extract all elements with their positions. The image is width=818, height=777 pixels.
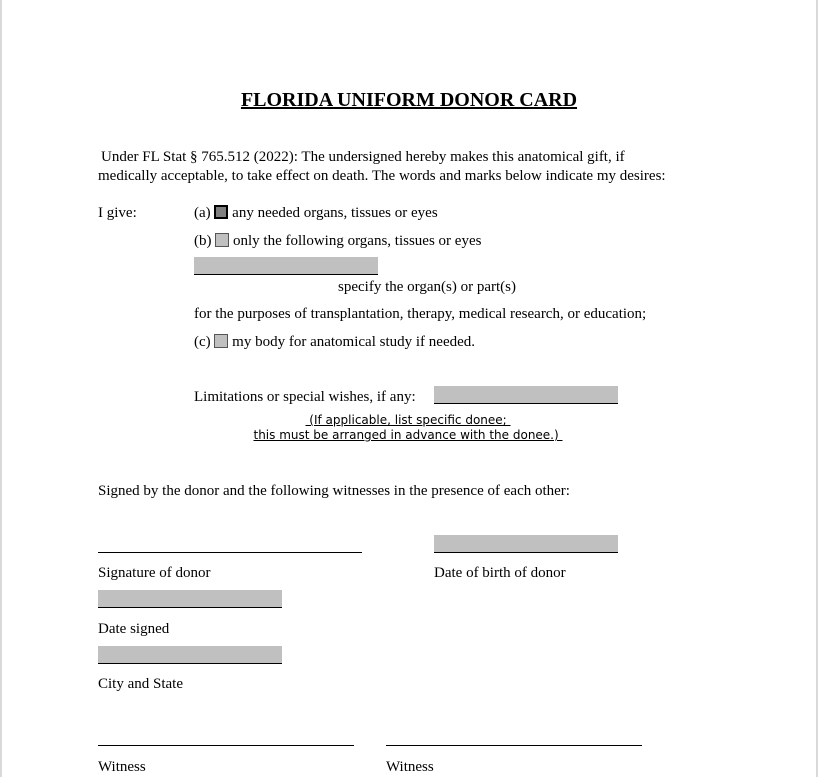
page-edge-left: [0, 0, 2, 777]
witness-1-label: Witness: [98, 759, 146, 775]
date-signed-label: Date signed: [98, 621, 170, 637]
option-a-checkbox[interactable]: [214, 205, 228, 219]
option-b-label: only the following organs, tissues or eyes: [233, 233, 482, 249]
purposes-text: for the purposes of transplantation, therapy, medical research, or education;: [194, 306, 647, 322]
limitations-label: Limitations or special wishes, if any:: [194, 389, 416, 405]
option-a: [194, 204, 438, 222]
witness-2-label: Witness: [386, 759, 434, 775]
city-state-label: City and State: [98, 676, 183, 692]
date-signed-field[interactable]: [98, 590, 282, 608]
witness-2-line[interactable]: [386, 744, 642, 746]
option-b-marker: (b): [194, 233, 212, 249]
option-c-checkbox[interactable]: [214, 334, 228, 348]
limitations-note-line-1: (If applicable, list specific donee;: [305, 413, 511, 427]
dob-field[interactable]: [434, 535, 618, 553]
dob-label: Date of birth of donor: [434, 565, 566, 581]
witness-1-line[interactable]: [98, 744, 354, 746]
option-b: [194, 232, 481, 250]
organs-field[interactable]: [194, 257, 378, 275]
limitations-note-line-2: this must be arranged in advance with the donee.): [253, 428, 563, 442]
signed-statement: Signed by the donor and the following witnesses in the presence of each other:: [98, 483, 570, 499]
page-title: FLORIDA UNIFORM DONOR CARD: [240, 89, 578, 111]
option-a-marker: (a): [194, 205, 211, 221]
intro-line-1: Under FL Stat § 765.512 (2022): The undersigned hereby makes this anatomical gift, if: [101, 149, 625, 165]
city-state-field[interactable]: [98, 646, 282, 664]
option-b-checkbox[interactable]: [215, 233, 229, 247]
option-c-label: my body for anatomical study if needed.: [232, 334, 476, 350]
specify-organs-label: specify the organ(s) or part(s): [338, 279, 516, 295]
donor-signature-line[interactable]: [98, 551, 362, 553]
intro-line-2: medically acceptable, to take effect on death. The words and marks below indicate my desires:: [98, 168, 666, 184]
option-c: [194, 333, 475, 351]
limitations-field[interactable]: [434, 386, 618, 404]
donor-signature-label: Signature of donor: [98, 565, 211, 581]
option-c-marker: (c): [194, 334, 211, 350]
option-a-label: any needed organs, tissues or eyes: [232, 205, 438, 221]
i-give-label: I give:: [98, 205, 137, 221]
